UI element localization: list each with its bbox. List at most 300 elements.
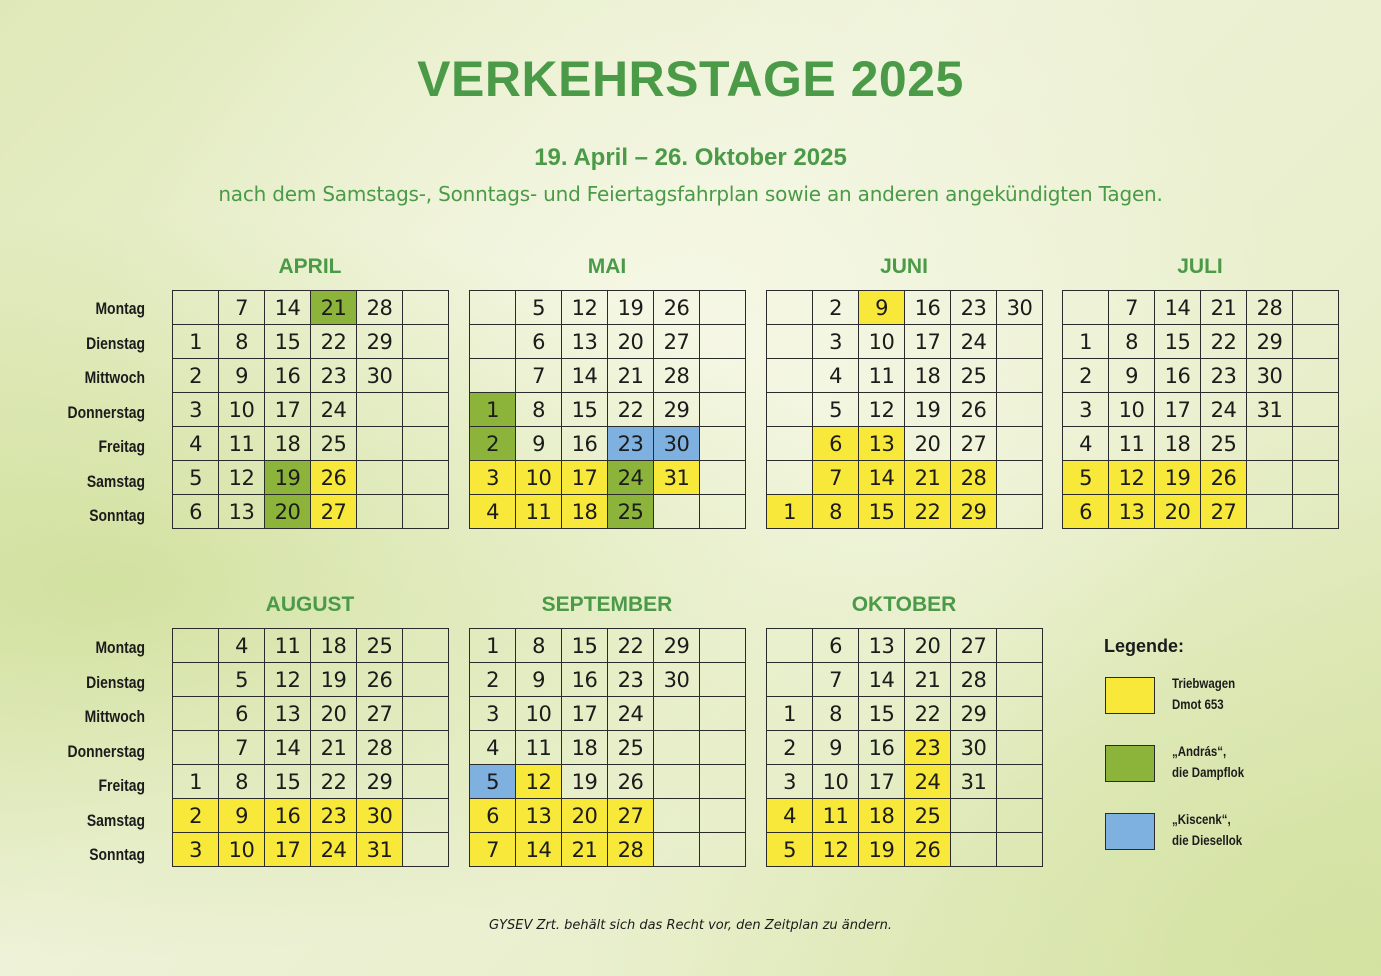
empty-cell — [173, 291, 219, 325]
day-cell: 24 — [1201, 393, 1247, 427]
empty-cell — [767, 359, 813, 393]
empty-cell — [767, 325, 813, 359]
day-cell: 22 — [311, 765, 357, 799]
empty-cell — [700, 359, 746, 393]
day-cell: 19 — [608, 291, 654, 325]
month-oktober — [766, 594, 1042, 867]
day-cell: 18 — [859, 799, 905, 833]
day-cell: 18 — [265, 427, 311, 461]
day-cell: 4 — [470, 495, 516, 529]
legend-label: Dmot 653 — [1172, 696, 1224, 712]
day-cell: 20 — [905, 629, 951, 663]
day-cell: 17 — [562, 461, 608, 495]
day-cell: 7 — [219, 291, 265, 325]
day-cell: 6 — [813, 427, 859, 461]
calendar-row — [767, 495, 1043, 529]
empty-cell — [357, 495, 403, 529]
day-cell: 22 — [905, 495, 951, 529]
empty-cell — [997, 697, 1043, 731]
calendar-row — [470, 629, 746, 663]
day-cell: 12 — [265, 663, 311, 697]
day-cell: 5 — [1063, 461, 1109, 495]
day-cell: 8 — [1109, 325, 1155, 359]
empty-cell — [1293, 393, 1339, 427]
day-cell: 1 — [1063, 325, 1109, 359]
day-cell: 27 — [311, 495, 357, 529]
day-cell: 7 — [1109, 291, 1155, 325]
day-cell: 13 — [859, 629, 905, 663]
day-cell: 4 — [219, 629, 265, 663]
day-cell: 2 — [173, 359, 219, 393]
weekday-label: Montag — [95, 638, 145, 657]
empty-cell — [767, 629, 813, 663]
empty-cell — [767, 291, 813, 325]
day-cell: 29 — [654, 629, 700, 663]
day-cell: 31 — [357, 833, 403, 867]
day-cell: 8 — [516, 393, 562, 427]
empty-cell — [951, 799, 997, 833]
empty-cell — [1293, 495, 1339, 529]
day-cell: 20 — [265, 495, 311, 529]
legend-label: die Diesellok — [1172, 832, 1243, 848]
month-name: OKTOBER — [851, 593, 957, 616]
day-cell: 19 — [859, 833, 905, 867]
month-august — [172, 594, 448, 867]
day-cell: 16 — [265, 359, 311, 393]
day-cell: 11 — [813, 799, 859, 833]
day-cell: 21 — [905, 663, 951, 697]
day-cell: 18 — [562, 731, 608, 765]
day-cell: 12 — [813, 833, 859, 867]
day-cell: 6 — [219, 697, 265, 731]
day-cell: 4 — [813, 359, 859, 393]
empty-cell — [403, 325, 449, 359]
blue-swatch — [1105, 813, 1155, 850]
weekday-labels-bottom — [0, 631, 145, 873]
calendar-grid — [172, 290, 449, 529]
legend-label: „András“, — [1172, 743, 1227, 759]
month-name: JUNI — [880, 255, 928, 278]
calendar-row — [470, 291, 746, 325]
day-cell: 26 — [905, 833, 951, 867]
day-cell: 5 — [173, 461, 219, 495]
day-cell: 12 — [516, 765, 562, 799]
day-cell: 17 — [265, 393, 311, 427]
day-cell: 22 — [905, 697, 951, 731]
calendar-row — [173, 833, 449, 867]
empty-cell — [700, 461, 746, 495]
day-cell: 10 — [516, 461, 562, 495]
empty-cell — [654, 495, 700, 529]
day-cell: 28 — [1247, 291, 1293, 325]
day-cell: 12 — [859, 393, 905, 427]
day-cell: 30 — [357, 799, 403, 833]
empty-cell — [700, 495, 746, 529]
empty-cell — [1063, 291, 1109, 325]
empty-cell — [700, 629, 746, 663]
day-cell: 25 — [608, 495, 654, 529]
day-cell: 29 — [357, 765, 403, 799]
day-cell: 1 — [173, 765, 219, 799]
empty-cell — [173, 663, 219, 697]
day-cell: 13 — [265, 697, 311, 731]
calendar-row — [1063, 291, 1339, 325]
day-cell: 7 — [470, 833, 516, 867]
empty-cell — [997, 495, 1043, 529]
day-cell: 20 — [1155, 495, 1201, 529]
day-cell: 15 — [1155, 325, 1201, 359]
empty-cell — [654, 799, 700, 833]
day-cell: 6 — [173, 495, 219, 529]
empty-cell — [997, 359, 1043, 393]
day-cell: 3 — [173, 833, 219, 867]
calendar-row — [1063, 495, 1339, 529]
day-cell: 6 — [813, 629, 859, 663]
day-cell: 8 — [219, 325, 265, 359]
empty-cell — [403, 427, 449, 461]
calendar-row — [173, 325, 449, 359]
day-cell: 8 — [813, 495, 859, 529]
calendar-row — [173, 427, 449, 461]
day-cell: 29 — [654, 393, 700, 427]
day-cell: 17 — [265, 833, 311, 867]
day-cell: 9 — [219, 799, 265, 833]
yellow-swatch — [1105, 677, 1155, 714]
weekday-label: Freitag — [98, 437, 145, 456]
day-cell: 31 — [951, 765, 997, 799]
day-cell: 9 — [813, 731, 859, 765]
day-cell: 30 — [1247, 359, 1293, 393]
empty-cell — [700, 765, 746, 799]
day-cell: 22 — [608, 393, 654, 427]
calendar-row — [173, 359, 449, 393]
day-cell: 29 — [951, 495, 997, 529]
day-cell: 24 — [311, 393, 357, 427]
green-swatch — [1105, 745, 1155, 782]
empty-cell — [997, 663, 1043, 697]
legend-label: die Dampflok — [1172, 764, 1245, 780]
empty-cell — [997, 833, 1043, 867]
calendar-row — [173, 799, 449, 833]
day-cell: 5 — [470, 765, 516, 799]
month-name: AUGUST — [265, 593, 355, 616]
date-range: 19. April – 26. Oktober 2025 — [534, 144, 847, 171]
legend-item-kiscenk — [1104, 813, 1344, 881]
empty-cell — [700, 393, 746, 427]
day-cell: 8 — [219, 765, 265, 799]
empty-cell — [470, 325, 516, 359]
empty-cell — [1247, 495, 1293, 529]
day-cell: 15 — [562, 393, 608, 427]
empty-cell — [173, 731, 219, 765]
legend-item-andras — [1104, 745, 1344, 813]
day-cell: 7 — [219, 731, 265, 765]
empty-cell — [1247, 427, 1293, 461]
empty-cell — [997, 629, 1043, 663]
day-cell: 1 — [173, 325, 219, 359]
calendar-row — [470, 427, 746, 461]
empty-cell — [1247, 461, 1293, 495]
calendar-row — [767, 393, 1043, 427]
day-cell: 9 — [516, 663, 562, 697]
calendar-row — [767, 765, 1043, 799]
month-name: SEPTEMBER — [541, 593, 673, 616]
day-cell: 24 — [951, 325, 997, 359]
empty-cell — [700, 697, 746, 731]
day-cell: 2 — [173, 799, 219, 833]
calendar-row — [767, 461, 1043, 495]
day-cell: 2 — [1063, 359, 1109, 393]
calendar-row — [173, 663, 449, 697]
day-cell: 26 — [311, 461, 357, 495]
empty-cell — [997, 461, 1043, 495]
empty-cell — [1293, 427, 1339, 461]
day-cell: 24 — [905, 765, 951, 799]
subtitle: nach dem Samstags-, Sonntags- und Feiertagsfahrplan sowie an anderen angekündigten Tagen. — [218, 182, 1163, 206]
day-cell: 13 — [516, 799, 562, 833]
day-cell: 27 — [1201, 495, 1247, 529]
day-cell: 3 — [1063, 393, 1109, 427]
weekday-label: Dienstag — [86, 672, 145, 692]
empty-cell — [997, 325, 1043, 359]
day-cell: 7 — [813, 461, 859, 495]
day-cell: 21 — [608, 359, 654, 393]
day-cell: 9 — [859, 291, 905, 325]
day-cell: 25 — [1201, 427, 1247, 461]
month-september — [469, 594, 745, 867]
empty-cell — [403, 629, 449, 663]
empty-cell — [403, 461, 449, 495]
day-cell: 26 — [1201, 461, 1247, 495]
day-cell: 23 — [608, 427, 654, 461]
month-mai — [469, 256, 745, 529]
empty-cell — [357, 427, 403, 461]
empty-cell — [403, 393, 449, 427]
day-cell: 15 — [859, 495, 905, 529]
legend-label: Triebwagen — [1172, 675, 1236, 691]
day-cell: 18 — [311, 629, 357, 663]
calendar-row — [470, 799, 746, 833]
day-cell: 15 — [562, 629, 608, 663]
day-cell: 15 — [265, 765, 311, 799]
empty-cell — [700, 833, 746, 867]
day-cell: 25 — [357, 629, 403, 663]
day-cell: 22 — [311, 325, 357, 359]
day-cell: 11 — [859, 359, 905, 393]
day-cell: 14 — [562, 359, 608, 393]
empty-cell — [997, 427, 1043, 461]
day-cell: 20 — [608, 325, 654, 359]
day-cell: 16 — [265, 799, 311, 833]
weekday-label: Dienstag — [86, 333, 145, 353]
day-cell: 2 — [470, 663, 516, 697]
day-cell: 11 — [516, 731, 562, 765]
day-cell: 31 — [1247, 393, 1293, 427]
calendar-row — [1063, 393, 1339, 427]
day-cell: 19 — [905, 393, 951, 427]
day-cell: 9 — [219, 359, 265, 393]
day-cell: 17 — [905, 325, 951, 359]
day-cell: 29 — [951, 697, 997, 731]
calendar-row — [173, 495, 449, 529]
day-cell: 3 — [767, 765, 813, 799]
empty-cell — [997, 799, 1043, 833]
empty-cell — [700, 427, 746, 461]
empty-cell — [700, 291, 746, 325]
day-cell: 4 — [1063, 427, 1109, 461]
empty-cell — [403, 495, 449, 529]
day-cell: 27 — [654, 325, 700, 359]
month-juli — [1062, 256, 1338, 529]
calendar-row — [470, 359, 746, 393]
day-cell: 19 — [311, 663, 357, 697]
weekday-label: Donnerstag — [67, 741, 145, 761]
day-cell: 23 — [311, 799, 357, 833]
day-cell: 12 — [219, 461, 265, 495]
day-cell: 14 — [859, 461, 905, 495]
month-name: JULI — [1177, 255, 1223, 278]
calendar-row — [767, 291, 1043, 325]
calendar-row — [767, 359, 1043, 393]
day-cell: 13 — [562, 325, 608, 359]
empty-cell — [403, 731, 449, 765]
day-cell: 7 — [516, 359, 562, 393]
day-cell: 28 — [608, 833, 654, 867]
calendar-row — [470, 833, 746, 867]
day-cell: 7 — [813, 663, 859, 697]
empty-cell — [767, 461, 813, 495]
day-cell: 28 — [357, 291, 403, 325]
month-april — [172, 256, 448, 529]
day-cell: 2 — [767, 731, 813, 765]
weekday-label: Mittwoch — [84, 368, 145, 387]
calendar-grid — [469, 628, 746, 867]
weekday-label: Sonntag — [89, 506, 145, 525]
day-cell: 23 — [905, 731, 951, 765]
day-cell: 26 — [608, 765, 654, 799]
weekday-label: Samstag — [86, 810, 145, 830]
weekday-label: Donnerstag — [67, 402, 145, 422]
empty-cell — [1293, 461, 1339, 495]
day-cell: 18 — [1155, 427, 1201, 461]
legend — [1104, 636, 1344, 881]
empty-cell — [997, 731, 1043, 765]
footer-disclaimer: GYSEV Zrt. behält sich das Recht vor, den Zeitplan zu ändern. — [489, 918, 892, 933]
empty-cell — [403, 291, 449, 325]
day-cell: 5 — [813, 393, 859, 427]
day-cell: 24 — [608, 697, 654, 731]
day-cell: 23 — [311, 359, 357, 393]
calendar-row — [470, 325, 746, 359]
calendar-row — [767, 697, 1043, 731]
day-cell: 16 — [905, 291, 951, 325]
day-cell: 29 — [1247, 325, 1293, 359]
day-cell: 26 — [654, 291, 700, 325]
empty-cell — [951, 833, 997, 867]
legend-label: „Kiscenk“, — [1172, 811, 1231, 827]
calendar-row — [173, 291, 449, 325]
day-cell: 23 — [951, 291, 997, 325]
calendar-row — [173, 765, 449, 799]
day-cell: 17 — [1155, 393, 1201, 427]
day-cell: 14 — [265, 291, 311, 325]
empty-cell — [173, 629, 219, 663]
empty-cell — [173, 697, 219, 731]
day-cell: 10 — [219, 393, 265, 427]
empty-cell — [700, 663, 746, 697]
calendar-grid — [469, 290, 746, 529]
day-cell: 17 — [859, 765, 905, 799]
calendar-row — [173, 629, 449, 663]
day-cell: 13 — [1109, 495, 1155, 529]
empty-cell — [767, 427, 813, 461]
empty-cell — [654, 731, 700, 765]
day-cell: 24 — [311, 833, 357, 867]
day-cell: 18 — [905, 359, 951, 393]
day-cell: 21 — [311, 731, 357, 765]
calendar-row — [767, 325, 1043, 359]
empty-cell — [997, 765, 1043, 799]
day-cell: 1 — [470, 629, 516, 663]
day-cell: 1 — [767, 495, 813, 529]
empty-cell — [700, 731, 746, 765]
empty-cell — [1293, 359, 1339, 393]
empty-cell — [403, 359, 449, 393]
day-cell: 3 — [173, 393, 219, 427]
month-name: APRIL — [278, 255, 342, 278]
day-cell: 28 — [654, 359, 700, 393]
day-cell: 10 — [219, 833, 265, 867]
day-cell: 16 — [859, 731, 905, 765]
legend-title: Legende: — [1104, 636, 1185, 656]
day-cell: 30 — [951, 731, 997, 765]
calendar-row — [470, 697, 746, 731]
day-cell: 27 — [951, 629, 997, 663]
empty-cell — [1293, 291, 1339, 325]
day-cell: 30 — [357, 359, 403, 393]
weekday-labels-top — [0, 292, 145, 534]
calendar-grid — [766, 290, 1043, 529]
day-cell: 16 — [562, 663, 608, 697]
calendar-grid — [766, 628, 1043, 867]
calendar-grid — [1062, 290, 1339, 529]
day-cell: 19 — [265, 461, 311, 495]
calendar-row — [470, 393, 746, 427]
day-cell: 23 — [1201, 359, 1247, 393]
day-cell: 23 — [608, 663, 654, 697]
day-cell: 14 — [1155, 291, 1201, 325]
day-cell: 6 — [1063, 495, 1109, 529]
day-cell: 26 — [951, 393, 997, 427]
calendar-row — [173, 731, 449, 765]
day-cell: 3 — [470, 461, 516, 495]
day-cell: 28 — [951, 461, 997, 495]
empty-cell — [403, 833, 449, 867]
day-cell: 8 — [516, 629, 562, 663]
day-cell: 21 — [905, 461, 951, 495]
empty-cell — [654, 697, 700, 731]
calendar-row — [470, 731, 746, 765]
calendar-row — [767, 663, 1043, 697]
day-cell: 3 — [813, 325, 859, 359]
calendar-row — [767, 427, 1043, 461]
day-cell: 31 — [654, 461, 700, 495]
day-cell: 9 — [516, 427, 562, 461]
day-cell: 30 — [654, 427, 700, 461]
empty-cell — [403, 799, 449, 833]
calendar-row — [173, 697, 449, 731]
day-cell: 18 — [562, 495, 608, 529]
